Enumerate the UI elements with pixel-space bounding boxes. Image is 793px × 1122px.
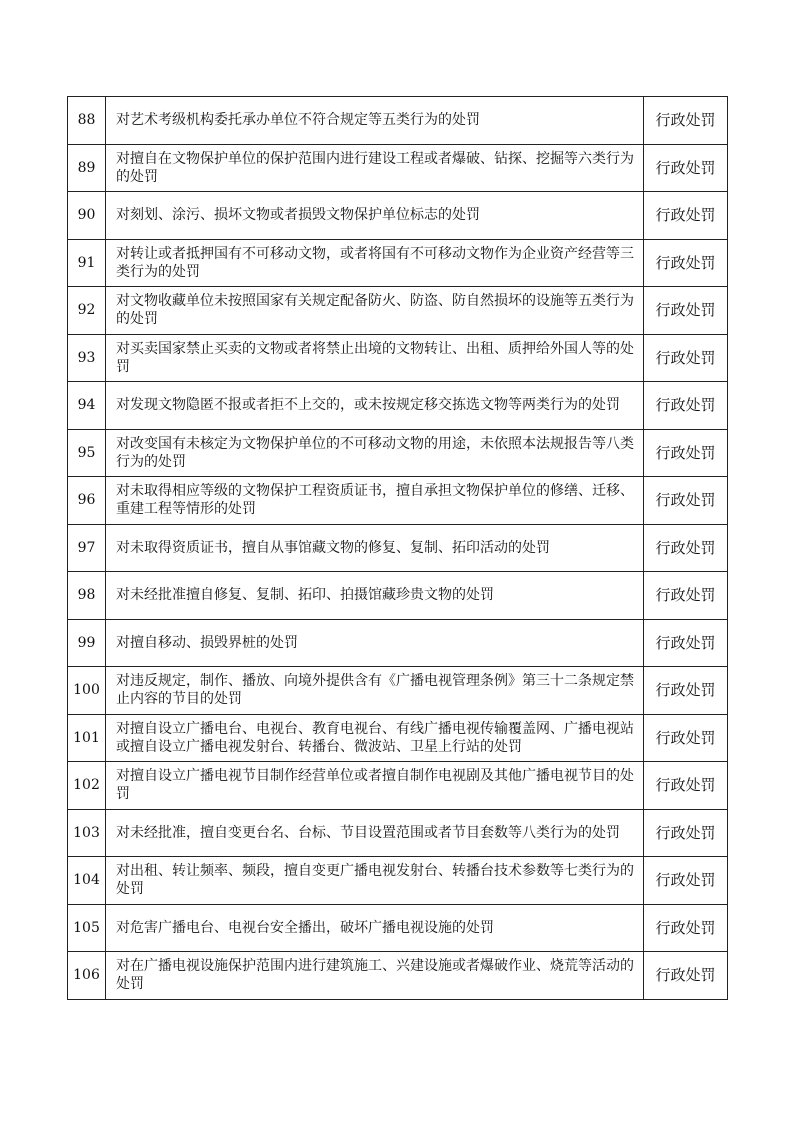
- table-row: [68, 429, 728, 477]
- penalty-type: 行政处罚: [644, 239, 728, 287]
- penalty-type: 行政处罚: [644, 429, 728, 477]
- penalty-item: 对在广播电视设施保护范围内进行建筑施工、兴建设施或者爆破作业、烧荒等活动的处罚: [106, 952, 644, 1000]
- row-number: 106: [68, 952, 106, 1000]
- penalty-type: 行政处罚: [644, 477, 728, 525]
- penalty-item: 对文物收藏单位未按照国家有关规定配备防火、防盗、防自然损坏的设施等五类行为的处罚: [106, 287, 644, 335]
- row-number: 99: [68, 619, 106, 667]
- table-row: [68, 857, 728, 905]
- table-row: [68, 809, 728, 857]
- table-row: [68, 97, 728, 145]
- penalty-type: 行政处罚: [644, 904, 728, 952]
- row-number: 94: [68, 382, 106, 430]
- penalty-item: 对违反规定，制作、播放、向境外提供含有《广播电视管理条例》第三十二条规定禁止内容的节目的处罚: [106, 667, 644, 715]
- penalty-item: 对买卖国家禁止买卖的文物或者将禁止出境的文物转让、出租、质押给外国人等的处罚: [106, 334, 644, 382]
- row-number: 88: [68, 97, 106, 145]
- penalty-type: 行政处罚: [644, 334, 728, 382]
- penalty-item: 对未取得相应等级的文物保护工程资质证书，擅自承担文物保护单位的修缮、迁移、重建工程等情形的处罚: [106, 477, 644, 525]
- table-row: [68, 714, 728, 762]
- penalty-item: 对出租、转让频率、频段，擅自变更广播电视发射台、转播台技术参数等七类行为的处罚: [106, 857, 644, 905]
- table-row: [68, 144, 728, 192]
- table-row: [68, 334, 728, 382]
- penalty-type: 行政处罚: [644, 97, 728, 145]
- row-number: 105: [68, 904, 106, 952]
- table-row: [68, 192, 728, 240]
- penalty-item: 对擅自设立广播电台、电视台、教育电视台、有线广播电视传输覆盖网、广播电视站或擅自设立广播电视发射台、转播台、微波站、卫星上行站的处罚: [106, 714, 644, 762]
- row-number: 90: [68, 192, 106, 240]
- row-number: 96: [68, 477, 106, 525]
- row-number: 93: [68, 334, 106, 382]
- penalty-type: 行政处罚: [644, 192, 728, 240]
- penalty-type: 行政处罚: [644, 762, 728, 810]
- row-number: 92: [68, 287, 106, 335]
- row-number: 102: [68, 762, 106, 810]
- penalty-table: [67, 96, 728, 1000]
- penalty-item: 对转让或者抵押国有不可移动文物，或者将国有不可移动文物作为企业资产经营等三类行为的处罚: [106, 239, 644, 287]
- penalty-type: 行政处罚: [644, 524, 728, 572]
- penalty-type: 行政处罚: [644, 809, 728, 857]
- penalty-item: 对危害广播电台、电视台安全播出，破坏广播电视设施的处罚: [106, 904, 644, 952]
- penalty-type: 行政处罚: [644, 667, 728, 715]
- penalty-type: 行政处罚: [644, 714, 728, 762]
- penalty-item: 对擅自在文物保护单位的保护范围内进行建设工程或者爆破、钻探、挖掘等六类行为的处罚: [106, 144, 644, 192]
- penalty-item: 对未经批准，擅自变更台名、台标、节目设置范围或者节目套数等八类行为的处罚: [106, 809, 644, 857]
- penalty-type: 行政处罚: [644, 619, 728, 667]
- penalty-type: 行政处罚: [644, 287, 728, 335]
- row-number: 98: [68, 572, 106, 620]
- table-row: [68, 287, 728, 335]
- row-number: 89: [68, 144, 106, 192]
- penalty-type: 行政处罚: [644, 952, 728, 1000]
- table-row: [68, 667, 728, 715]
- penalty-item: 对改变国有未核定为文物保护单位的不可移动文物的用途，未依照本法规报告等八类行为的处罚: [106, 429, 644, 477]
- table-row: [68, 382, 728, 430]
- penalty-table-page: [67, 96, 727, 1000]
- penalty-item: 对擅自设立广播电视节目制作经营单位或者擅自制作电视剧及其他广播电视节目的处罚: [106, 762, 644, 810]
- table-row: [68, 572, 728, 620]
- penalty-type: 行政处罚: [644, 572, 728, 620]
- penalty-item: 对发现文物隐匿不报或者拒不上交的，或未按规定移交拣选文物等两类行为的处罚: [106, 382, 644, 430]
- table-row: [68, 239, 728, 287]
- row-number: 91: [68, 239, 106, 287]
- row-number: 104: [68, 857, 106, 905]
- penalty-item: 对未经批准擅自修复、复制、拓印、拍摄馆藏珍贵文物的处罚: [106, 572, 644, 620]
- table-row: [68, 477, 728, 525]
- table-row: [68, 762, 728, 810]
- table-row: [68, 952, 728, 1000]
- penalty-item: 对擅自移动、损毁界桩的处罚: [106, 619, 644, 667]
- penalty-item: 对未取得资质证书，擅自从事馆藏文物的修复、复制、拓印活动的处罚: [106, 524, 644, 572]
- row-number: 95: [68, 429, 106, 477]
- penalty-item: 对艺术考级机构委托承办单位不符合规定等五类行为的处罚: [106, 97, 644, 145]
- penalty-type: 行政处罚: [644, 144, 728, 192]
- penalty-item: 对刻划、涂污、损坏文物或者损毁文物保护单位标志的处罚: [106, 192, 644, 240]
- penalty-type: 行政处罚: [644, 382, 728, 430]
- table-row: [68, 619, 728, 667]
- table-row: [68, 904, 728, 952]
- row-number: 101: [68, 714, 106, 762]
- table-row: [68, 524, 728, 572]
- row-number: 97: [68, 524, 106, 572]
- row-number: 103: [68, 809, 106, 857]
- penalty-type: 行政处罚: [644, 857, 728, 905]
- row-number: 100: [68, 667, 106, 715]
